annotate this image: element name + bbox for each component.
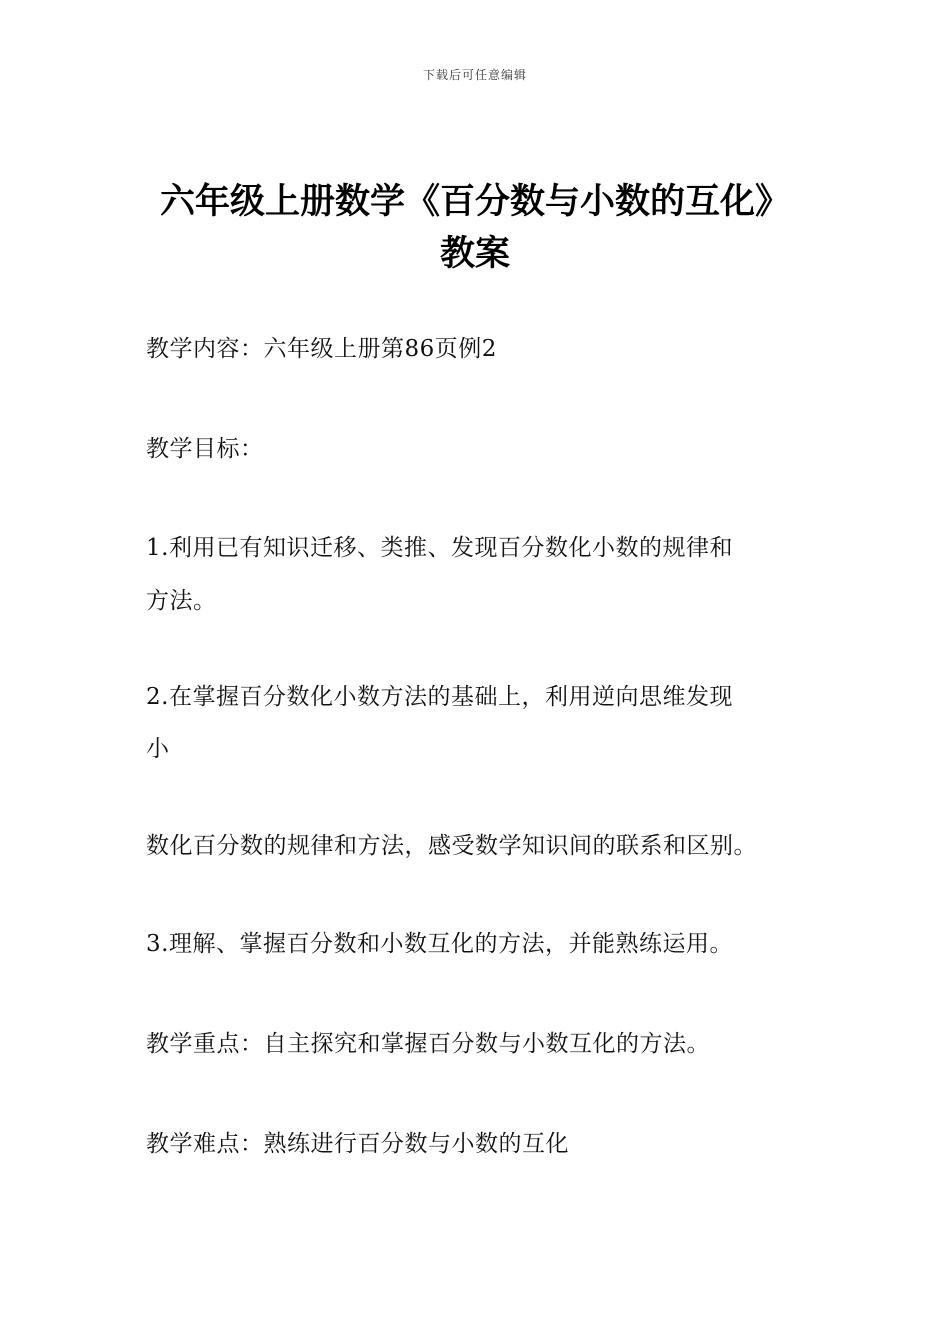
objective-1-line-1: 1.利用已有知识迁移、类推、发现百分数化小数的规律和 xyxy=(146,535,733,561)
objective-3: 3.理解、掌握百分数和小数互化的方法，并能熟练运用。 xyxy=(146,931,733,957)
header-note: 下载后可任意编辑 xyxy=(422,68,527,82)
teaching-key-point: 教学重点：自主探究和掌握百分数与小数互化的方法。 xyxy=(146,1031,710,1057)
objective-2-line-3: 数化百分数的规律和方法，感受数学知识间的联系和区别。 xyxy=(146,833,757,859)
teaching-difficulty: 教学难点：熟练进行百分数与小数的互化 xyxy=(146,1131,569,1157)
objective-2-line-1: 2.在掌握百分数化小数方法的基础上，利用逆向思维发现 xyxy=(146,684,733,710)
document-title xyxy=(100,176,850,280)
objective-1-line-2: 方法。 xyxy=(146,588,217,614)
teaching-content: 教学内容：六年级上册第86页例2 xyxy=(146,336,497,362)
objectives-heading: 教学目标： xyxy=(146,436,264,462)
title-line-2: 教案 xyxy=(439,234,510,274)
objective-2-line-2: 小 xyxy=(146,736,170,762)
title-line-1: 六年级上册数学《百分数与小数的互化》 xyxy=(159,182,790,222)
